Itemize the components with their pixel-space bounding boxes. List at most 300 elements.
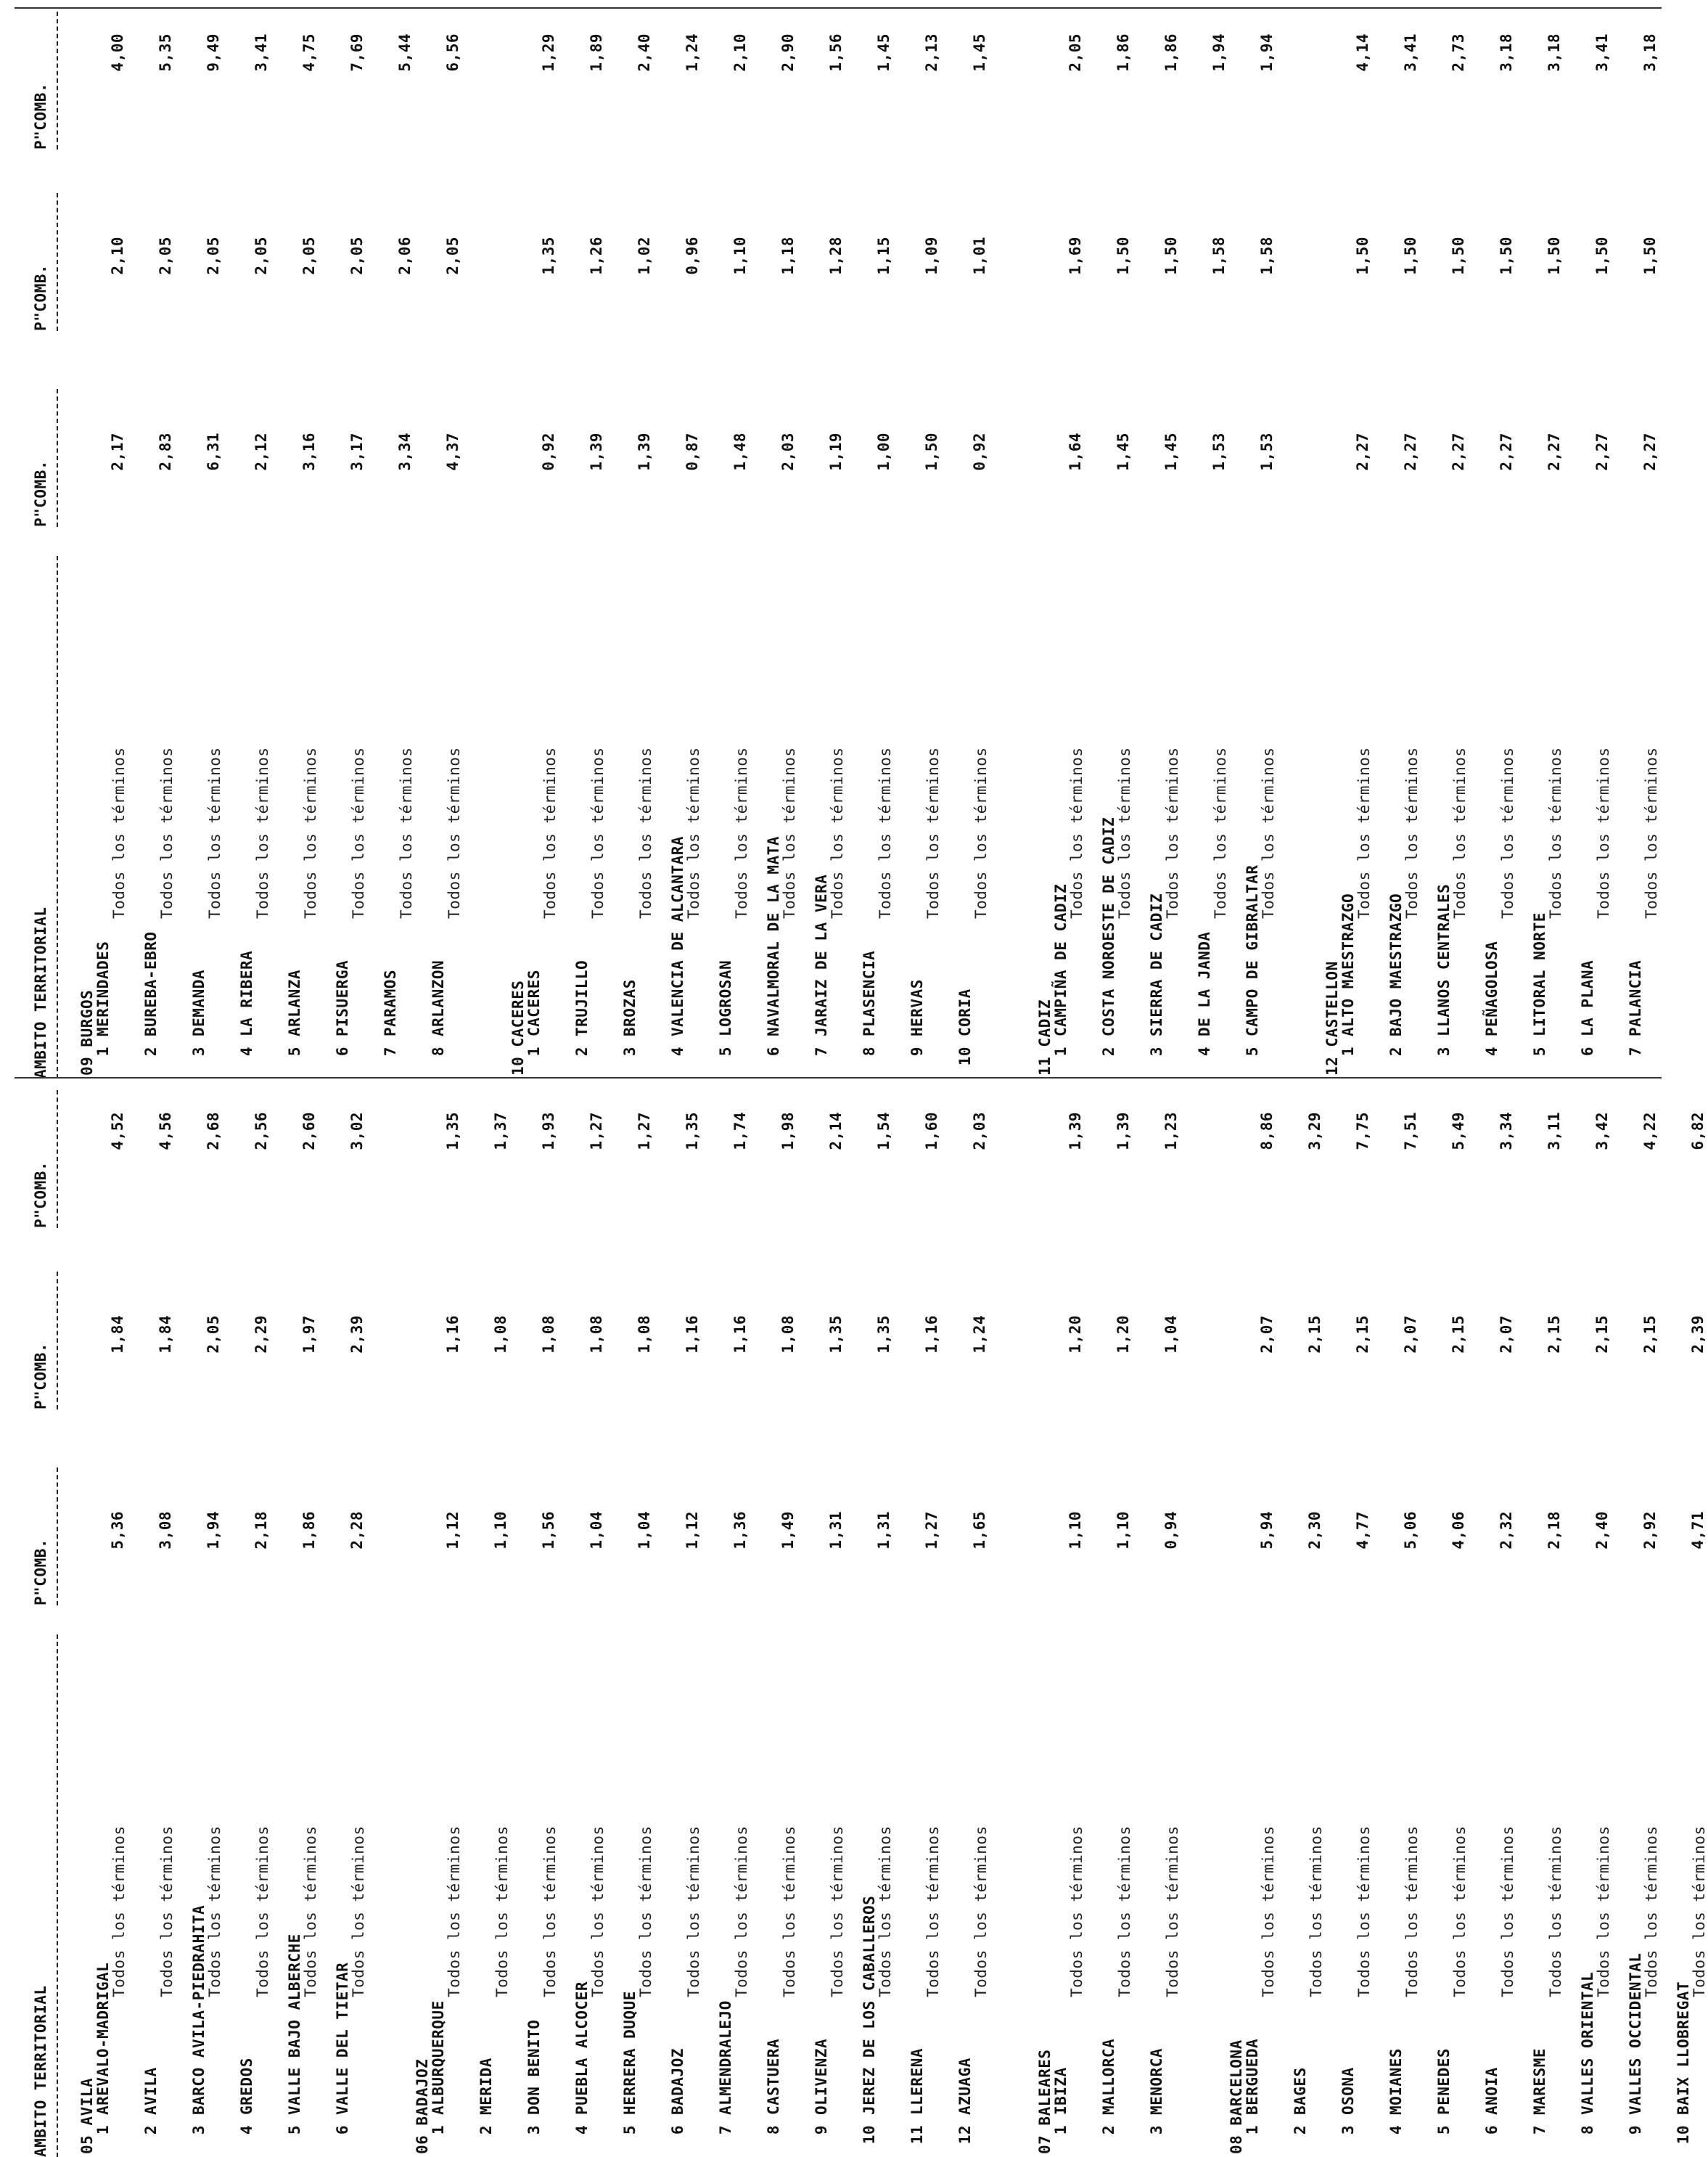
comarca-number: 6: [1579, 1047, 1596, 1057]
value-pcomb-1: 3,08: [157, 1511, 174, 1550]
comarca-number: 5: [1531, 1047, 1548, 1057]
value-pcomb-1: 1,00: [875, 433, 892, 471]
todos-los-terminos: Todos los términos: [1499, 747, 1516, 919]
value-pcomb-3: 1,27: [588, 1112, 605, 1150]
value-pcomb-1: 1,86: [300, 1511, 318, 1550]
value-pcomb-3: 1,45: [971, 33, 988, 72]
comarca-name: PALANCIA: [1627, 959, 1644, 1036]
value-pcomb-2: 2,06: [396, 237, 414, 275]
todos-los-terminos: Todos los términos: [302, 747, 319, 919]
value-pcomb-2: 2,15: [1450, 1315, 1467, 1354]
value-pcomb-2: 1,97: [300, 1315, 318, 1354]
header-pcomb-3-rule: [57, 1090, 58, 1228]
comarca-label: [765, 836, 782, 1078]
comarca-number: 6: [669, 2125, 686, 2135]
value-pcomb-2: 1,50: [1641, 237, 1659, 275]
page-divider-line: [15, 1077, 1662, 1078]
value-pcomb-1: 0,92: [971, 433, 988, 471]
value-pcomb-1: 1,64: [1067, 433, 1084, 471]
comarca-number: 7: [382, 1047, 399, 1057]
value-pcomb-2: 2,15: [1545, 1315, 1563, 1354]
value-pcomb-2: 2,10: [109, 237, 126, 275]
comarca-number: 6: [334, 2125, 351, 2135]
comarca-number: 1: [525, 1047, 543, 1057]
value-pcomb-2: 1,58: [1258, 237, 1276, 275]
comarca-name: PLASENCIA: [861, 950, 878, 1036]
comarca-label: [1483, 941, 1500, 1078]
comarca-number: 8: [1579, 2125, 1596, 2135]
comarca-name: IBIZA: [1052, 2067, 1069, 2115]
comarca-name: MALLORCA: [1100, 2038, 1117, 2115]
value-pcomb-2: 2,05: [300, 237, 318, 275]
todos-los-terminos: Todos los términos: [1691, 1825, 1708, 1997]
value-pcomb-1: 1,31: [827, 1511, 845, 1550]
comarca-number: 1: [430, 2125, 447, 2135]
value-pcomb-1: 1,49: [779, 1511, 797, 1550]
value-pcomb-3: 3,18: [1641, 33, 1659, 72]
value-pcomb-3: 2,05: [1067, 33, 1084, 72]
comarca-label: [1148, 893, 1165, 1078]
todos-los-terminos: Todos los términos: [781, 1825, 798, 1997]
comarca-name: ALMENDRALEJO: [717, 2000, 734, 2115]
comarca-number: 2: [1100, 1047, 1117, 1057]
todos-los-terminos: Todos los términos: [1260, 1825, 1277, 1997]
value-pcomb-3: 2,10: [731, 33, 749, 72]
comarca-label: [1292, 2067, 1309, 2157]
comarca-label: [190, 970, 208, 1078]
todos-los-terminos: Todos los términos: [1595, 747, 1612, 919]
province-name: 06 BADAJOZ: [414, 2058, 431, 2154]
comarca-name: CAMPIÑA DE CADIZ: [1052, 883, 1069, 1036]
header-pcomb-3: P"COMB.: [32, 1161, 49, 1228]
comarca-name: LLANOS CENTRALES: [1435, 883, 1453, 1036]
value-pcomb-1: 2,40: [1593, 1511, 1611, 1550]
value-pcomb-3: 1,23: [1162, 1112, 1180, 1150]
value-pcomb-2: 2,05: [205, 1315, 222, 1354]
comarca-label: [956, 989, 974, 1078]
comarca-name: JEREZ DE LOS CABALLEROS: [861, 1895, 878, 2115]
comarca-label: [1435, 2048, 1453, 2157]
value-pcomb-3: 5,49: [1450, 1112, 1467, 1150]
header-pcomb-1: P"COMB.: [32, 459, 49, 527]
comarca-number: 4: [1483, 1047, 1500, 1057]
comarca-name: BERGUEDA: [1244, 2038, 1261, 2115]
todos-los-terminos: Todos los términos: [637, 747, 654, 919]
value-pcomb-2: 1,16: [731, 1315, 749, 1354]
value-pcomb-1: 2,27: [1498, 433, 1515, 471]
todos-los-terminos: Todos los términos: [733, 1825, 750, 1997]
todos-los-terminos: Todos los términos: [1451, 1825, 1469, 1997]
value-pcomb-2: 1,50: [1162, 237, 1180, 275]
comarca-label: [1244, 864, 1261, 1078]
todos-los-terminos: Todos los términos: [1116, 747, 1133, 919]
comarca-name: CASTUERA: [765, 2038, 782, 2115]
todos-los-terminos: Todos los términos: [1547, 747, 1564, 919]
comarca-name: OSONA: [1339, 2067, 1357, 2115]
comarca-name: LA RIBERA: [238, 950, 255, 1036]
value-pcomb-3: 1,39: [1114, 1112, 1132, 1150]
comarca-label: [525, 970, 543, 1078]
comarca-number: 3: [1148, 2125, 1165, 2135]
comarca-number: 2: [142, 2125, 160, 2135]
value-pcomb-3: 1,93: [540, 1112, 557, 1150]
todos-los-terminos: Todos los términos: [781, 747, 798, 919]
todos-los-terminos: Todos los términos: [1547, 1825, 1564, 1997]
value-pcomb-1: 1,10: [1067, 1511, 1084, 1550]
value-pcomb-2: 2,15: [1354, 1315, 1371, 1354]
todos-los-terminos: Todos los términos: [733, 747, 750, 919]
comarca-label: [621, 979, 639, 1078]
value-pcomb-3: 1,60: [923, 1112, 940, 1150]
comarca-name: ARLANZA: [286, 969, 303, 1036]
value-pcomb-2: 1,08: [636, 1315, 653, 1354]
value-pcomb-3: 1,74: [731, 1112, 749, 1150]
comarca-number: 1: [1244, 2125, 1261, 2135]
comarca-number: 3: [525, 2125, 543, 2135]
comarca-name: NAVALMORAL DE LA MATA: [765, 835, 782, 1036]
comarca-label: [1675, 1981, 1692, 2157]
value-pcomb-3: 3,29: [1306, 1112, 1323, 1150]
value-pcomb-1: 1,10: [492, 1511, 509, 1550]
comarca-name: BAJO MAESTRAZGO: [1387, 893, 1405, 1036]
value-pcomb-1: 2,27: [1545, 433, 1563, 471]
comarca-label: [573, 960, 591, 1078]
comarca-label: [1531, 2048, 1548, 2157]
value-pcomb-1: 3,16: [300, 433, 318, 471]
value-pcomb-3: 4,00: [109, 33, 126, 72]
value-pcomb-1: 1,45: [1114, 433, 1132, 471]
comarca-label: [956, 2058, 974, 2157]
todos-los-terminos: Todos los términos: [206, 747, 223, 919]
value-pcomb-3: 2,90: [779, 33, 797, 72]
header-pcomb-3-rule: [57, 12, 58, 150]
todos-los-terminos: Todos los términos: [254, 747, 271, 919]
comarca-label: [908, 2048, 926, 2157]
comarca-number: 2: [573, 1047, 591, 1057]
value-pcomb-3: 4,56: [157, 1112, 174, 1150]
comarca-number: 1: [1052, 1047, 1069, 1057]
comarca-label: [861, 951, 878, 1078]
comarca-number: 1: [94, 1047, 112, 1057]
comarca-label: [765, 2039, 782, 2157]
value-pcomb-1: 2,28: [348, 1511, 366, 1550]
value-pcomb-3: 4,75: [300, 33, 318, 72]
comarca-number: 12: [956, 2125, 974, 2145]
value-pcomb-1: 2,27: [1402, 433, 1419, 471]
value-pcomb-2: 1,35: [875, 1315, 892, 1354]
value-pcomb-2: 1,01: [971, 237, 988, 275]
comarca-label: [813, 2039, 830, 2157]
value-pcomb-2: 1,26: [588, 237, 605, 275]
header-pcomb-1-rule: [57, 389, 58, 527]
value-pcomb-3: 6,56: [444, 33, 461, 72]
value-pcomb-2: 1,58: [1210, 237, 1228, 275]
value-pcomb-1: 2,92: [1641, 1511, 1659, 1550]
todos-los-terminos: Todos los términos: [110, 747, 128, 919]
value-pcomb-2: 2,05: [205, 237, 222, 275]
comarca-label: [1052, 884, 1069, 1078]
value-pcomb-2: 1,08: [588, 1315, 605, 1354]
todos-los-terminos: Todos los términos: [876, 747, 894, 919]
comarca-name: OLIVENZA: [813, 2038, 830, 2115]
value-pcomb-2: 1,84: [157, 1315, 174, 1354]
todos-los-terminos: Todos los términos: [1068, 1825, 1085, 1997]
value-pcomb-1: 2,32: [1498, 1511, 1515, 1550]
value-pcomb-2: 1,24: [971, 1315, 988, 1354]
value-pcomb-3: 2,40: [636, 33, 653, 72]
value-pcomb-3: 6,82: [1689, 1112, 1707, 1150]
comarca-name: MERINDADES: [94, 941, 112, 1036]
comarca-number: 7: [813, 1047, 830, 1057]
comarca-number: 4: [238, 2125, 255, 2135]
comarca-name: HERVAS: [908, 979, 926, 1036]
value-pcomb-1: 1,36: [731, 1511, 749, 1550]
comarca-number: 9: [813, 2125, 830, 2135]
comarca-name: LITORAL NORTE: [1531, 912, 1548, 1036]
value-pcomb-3: 5,44: [396, 33, 414, 72]
comarca-label: [1387, 2048, 1405, 2157]
todos-los-terminos: Todos los términos: [829, 747, 846, 919]
comarca-label: [669, 2048, 686, 2157]
comarca-number: 2: [477, 2125, 495, 2135]
value-pcomb-1: 3,17: [348, 433, 366, 471]
todos-los-terminos: Todos los términos: [1451, 747, 1469, 919]
value-pcomb-1: 3,34: [396, 433, 414, 471]
comarca-name: BARCO AVILA-PIEDRAHITA: [190, 1904, 208, 2115]
comarca-number: 7: [1627, 1047, 1644, 1057]
comarca-number: 3: [1148, 1047, 1165, 1057]
comarca-name: LOGROSAN: [717, 959, 734, 1036]
comarca-name: MARESME: [1531, 2047, 1548, 2115]
comarca-number: 7: [717, 2125, 734, 2135]
comarca-name: AREVALO-MADRIGAL: [94, 1962, 112, 2115]
value-pcomb-1: 5,36: [109, 1511, 126, 1550]
value-pcomb-1: 1,48: [731, 433, 749, 471]
value-pcomb-3: 2,03: [971, 1112, 988, 1150]
value-pcomb-2: 1,50: [1354, 237, 1371, 275]
value-pcomb-1: 2,18: [252, 1511, 270, 1550]
todos-los-terminos: Todos los términos: [1499, 1825, 1516, 1997]
value-pcomb-2: 2,07: [1498, 1315, 1515, 1354]
value-pcomb-1: 1,53: [1210, 433, 1228, 471]
value-pcomb-2: 1,18: [779, 237, 797, 275]
value-pcomb-2: 1,35: [827, 1315, 845, 1354]
comarca-number: 1: [1052, 2125, 1069, 2135]
value-pcomb-2: 1,69: [1067, 237, 1084, 275]
comarca-name: PEÑAGOLOSA: [1483, 941, 1500, 1036]
comarca-name: VALENCIA DE ALCANTARA: [669, 835, 686, 1036]
comarca-label: [1387, 893, 1405, 1078]
header-pcomb-2-rule: [57, 193, 58, 331]
value-pcomb-1: 5,06: [1402, 1511, 1419, 1550]
comarca-number: 9: [908, 1047, 926, 1057]
value-pcomb-1: 4,71: [1689, 1511, 1707, 1550]
value-pcomb-1: 2,18: [1545, 1511, 1563, 1550]
value-pcomb-3: 1,98: [779, 1112, 797, 1150]
todos-los-terminos: Todos los términos: [446, 747, 463, 919]
value-pcomb-2: 1,50: [1545, 237, 1563, 275]
value-pcomb-2: 1,16: [444, 1315, 461, 1354]
header-pcomb-1-rule: [57, 1468, 58, 1605]
value-pcomb-2: 1,10: [731, 237, 749, 275]
comarca-label: [525, 2020, 543, 2157]
value-pcomb-2: 1,15: [875, 237, 892, 275]
comarca-label: [1579, 1972, 1596, 2157]
comarca-number: 11: [908, 2125, 926, 2145]
value-pcomb-1: 4,77: [1354, 1511, 1371, 1550]
value-pcomb-3: 1,94: [1258, 33, 1276, 72]
value-pcomb-1: 0,87: [683, 433, 701, 471]
comarca-number: 5: [717, 1047, 734, 1057]
value-pcomb-3: 3,02: [348, 1112, 366, 1150]
comarca-number: 1: [94, 2125, 112, 2135]
comarca-number: 10: [956, 1047, 974, 1066]
value-pcomb-2: 1,16: [923, 1315, 940, 1354]
value-pcomb-3: 1,35: [683, 1112, 701, 1150]
comarca-name: BAIX LLOBREGAT: [1675, 1981, 1692, 2115]
comarca-label: [430, 2000, 447, 2157]
comarca-number: 8: [765, 2125, 782, 2135]
value-pcomb-3: 8,86: [1258, 1112, 1276, 1150]
value-pcomb-1: 1,27: [923, 1511, 940, 1550]
comarca-label: [286, 970, 303, 1078]
header-pcomb-1: P"COMB.: [32, 1538, 49, 1605]
value-pcomb-3: 2,14: [827, 1112, 845, 1150]
value-pcomb-3: 1,24: [683, 33, 701, 72]
comarca-label: [908, 979, 926, 1078]
todos-los-terminos: Todos los términos: [1164, 1825, 1181, 1997]
todos-los-terminos: Todos los términos: [829, 1825, 846, 1997]
todos-los-terminos: Todos los términos: [1643, 1825, 1660, 1997]
comarca-name: ANOIA: [1483, 2067, 1500, 2115]
value-pcomb-3: 3,41: [1402, 33, 1419, 72]
header-pcomb-2: P"COMB.: [32, 1342, 49, 1409]
comarca-number: 4: [1196, 1047, 1213, 1057]
value-pcomb-3: 3,41: [252, 33, 270, 72]
todos-los-terminos: Todos los términos: [493, 1825, 511, 1997]
value-pcomb-3: 1,27: [636, 1112, 653, 1150]
value-pcomb-3: 3,34: [1498, 1112, 1515, 1150]
comarca-number: 8: [861, 1047, 878, 1057]
comarca-number: 6: [765, 1047, 782, 1057]
todos-los-terminos: Todos los términos: [350, 747, 367, 919]
comarca-number: 5: [286, 1047, 303, 1057]
value-pcomb-1: 5,94: [1258, 1511, 1276, 1550]
value-pcomb-2: 1,04: [1162, 1315, 1180, 1354]
header-pcomb-2-rule: [57, 1272, 58, 1409]
value-pcomb-1: 2,27: [1641, 433, 1659, 471]
value-pcomb-3: 4,14: [1354, 33, 1371, 72]
todos-los-terminos: Todos los términos: [589, 1825, 607, 1997]
value-pcomb-3: 1,54: [875, 1112, 892, 1150]
comarca-label: [1052, 2067, 1069, 2157]
comarca-name: DE LA JANDA: [1196, 931, 1213, 1036]
comarca-name: CACERES: [525, 969, 543, 1036]
value-pcomb-3: 1,86: [1162, 33, 1180, 72]
comarca-name: COSTA NOROESTE DE CADIZ: [1100, 816, 1117, 1036]
todos-los-terminos: Todos los términos: [398, 747, 415, 919]
todos-los-terminos: Todos los términos: [1355, 1825, 1373, 1997]
todos-los-terminos: Todos los términos: [1212, 747, 1229, 919]
comarca-label: [717, 960, 734, 1078]
comarca-name: HERRERA DUQUE: [621, 1991, 639, 2115]
value-pcomb-3: 7,69: [348, 33, 366, 72]
value-pcomb-1: 4,37: [444, 433, 461, 471]
value-pcomb-3: 1,56: [827, 33, 845, 72]
value-pcomb-1: 2,17: [109, 433, 126, 471]
value-pcomb-3: 1,89: [588, 33, 605, 72]
comarca-label: [94, 1962, 112, 2157]
comarca-number: 5: [286, 2125, 303, 2135]
comarca-name: VALLES ORIENTAL: [1579, 1971, 1596, 2115]
comarca-name: AVILA: [142, 2067, 160, 2115]
value-pcomb-2: 1,09: [923, 237, 940, 275]
comarca-label: [190, 1905, 208, 2157]
value-pcomb-2: 1,84: [109, 1315, 126, 1354]
page-edge-line: [15, 7, 1662, 9]
value-pcomb-2: 1,08: [492, 1315, 509, 1354]
comarca-name: TRUJILLO: [573, 959, 591, 1036]
value-pcomb-3: 2,73: [1450, 33, 1467, 72]
comarca-name: MENORCA: [1148, 2047, 1165, 2115]
comarca-label: [334, 1962, 351, 2157]
comarca-number: 3: [190, 1047, 208, 1057]
comarca-number: 10: [1675, 2125, 1692, 2145]
value-pcomb-1: 1,39: [636, 433, 653, 471]
comarca-number: 3: [621, 1047, 639, 1057]
comarca-number: 3: [190, 2125, 208, 2135]
comarca-number: 10: [861, 2125, 878, 2145]
value-pcomb-1: 2,27: [1450, 433, 1467, 471]
comarca-label: [573, 1981, 591, 2157]
todos-los-terminos: Todos los términos: [1068, 747, 1085, 919]
comarca-label: [94, 941, 112, 1078]
value-pcomb-3: 3,18: [1545, 33, 1563, 72]
comarca-name: MOIANES: [1387, 2047, 1405, 2115]
value-pcomb-1: 1,65: [971, 1511, 988, 1550]
province-name: 12 CASTELLON: [1323, 961, 1341, 1076]
value-pcomb-3: 1,94: [1210, 33, 1228, 72]
todos-los-terminos: Todos los términos: [206, 1825, 223, 1997]
todos-los-terminos: Todos los términos: [158, 747, 176, 919]
comarca-label: [477, 2058, 495, 2157]
value-pcomb-1: 1,12: [444, 1511, 461, 1550]
value-pcomb-3: 2,56: [252, 1112, 270, 1150]
value-pcomb-1: 2,03: [779, 433, 797, 471]
comarca-name: PARAMOS: [382, 969, 399, 1036]
table-right: [0, 0, 1676, 1078]
todos-los-terminos: Todos los términos: [924, 747, 942, 919]
header-ambito-rule: [57, 1634, 58, 2157]
comarca-label: [286, 1933, 303, 2157]
comarca-number: 2: [1292, 2125, 1309, 2135]
value-pcomb-1: 0,94: [1162, 1511, 1180, 1550]
value-pcomb-2: 1,50: [1450, 237, 1467, 275]
comarca-name: MERIDA: [477, 2058, 495, 2115]
province-name: 10 CACERES: [509, 980, 527, 1076]
todos-los-terminos: Todos los términos: [1595, 1825, 1612, 1997]
value-pcomb-3: 4,22: [1641, 1112, 1659, 1150]
comarca-number: 2: [1387, 1047, 1405, 1057]
value-pcomb-3: 2,13: [923, 33, 940, 72]
comarca-number: 5: [1244, 1047, 1261, 1057]
todos-los-terminos: Todos los términos: [1307, 1825, 1325, 1997]
header-ambito-rule: [57, 556, 58, 1078]
value-pcomb-3: 7,75: [1354, 1112, 1371, 1150]
value-pcomb-1: 1,50: [923, 433, 940, 471]
comarca-label: [142, 2067, 160, 2157]
comarca-name: PUEBLA ALCOCER: [573, 1981, 591, 2115]
